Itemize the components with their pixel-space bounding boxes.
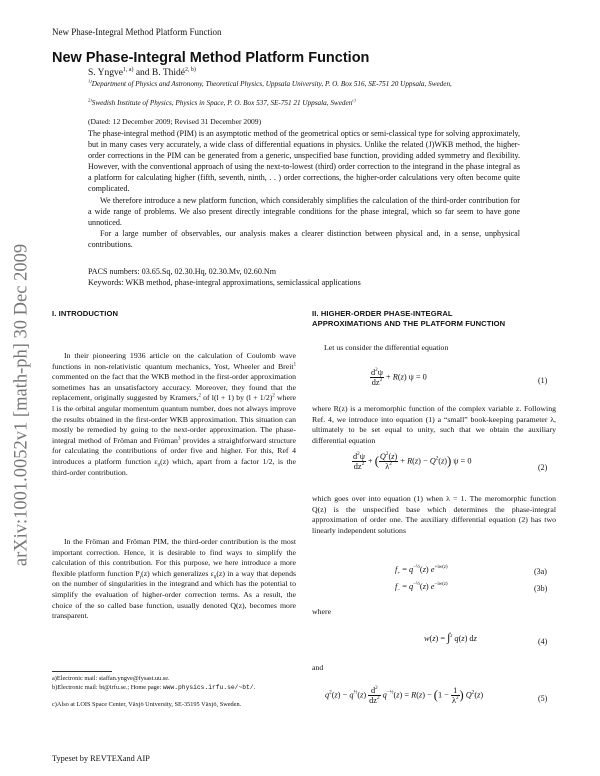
pacs-numbers: PACS numbers: 03.65.Sq, 02.30.Hq, 02.30.Mv, 02.60.Nm — [88, 267, 277, 276]
author-and: and B. Thidé — [133, 68, 186, 78]
equation-3a-number: (3a) — [534, 567, 547, 576]
equation-4: w(z) = ∫$^z$ q(z) dz — [424, 631, 477, 644]
affiliation-1-marker: 1) — [88, 78, 92, 84]
abstract — [88, 128, 520, 250]
affiliation-2 — [88, 99, 518, 109]
affiliation-2-text: Swedish Institute of Physics, Physics in Space, P. O. Box 537, SE-751 21 Uppsala, Sweden — [91, 99, 353, 107]
section-2-intro: Let us consider the differential equation — [324, 343, 449, 352]
running-head: New Phase-Integral Method Platform Function — [52, 27, 222, 37]
equation-5: $q^2(z) - q^{\frac{1}{2}}(z)$ $\frac{d^2}{dz^2}$ $q^{-\frac{1}{2}}(z) = R(z) - (1$ − $\frac{1}{\lambda^2}$ ) $Q^2(z)$ — [325, 685, 484, 705]
section-1-para-1: In their pioneering 1936 article on the calculation of Coulomb wave functions in non-relativistic quantum mechanics, Yost, Wheeler and Breit$^1$ commented on the fact that the WKB method in the first-order approximation sometimes has an unsatisfactory accuracy. Moreover, they found that the replacement, originally suggested by Kramers,$^2$ of l(l + 1) by $(l + 1/2)^2$ where l is the orbital angular momentum quantum number, does not always improve the results obtained in the first-order WKB approximation. This situation can mostly be remedied by going to the next-order approximation. The phase-integral method of Fröman and Fröman$^3$ provides a straightforward structure for calculating the contributions of order five and higher. For this, Ref 4 introduces a platform function $\varepsilon_0(z)$ which, apart from a factor 1/2, is the third-order contribution. — [52, 351, 297, 477]
paper-title: New Phase-Integral Method Platform Function — [52, 50, 370, 66]
footnote-a: a)Electronic mail: staffan.yngve@fysast.uu.se. — [52, 675, 170, 682]
footnote-rule — [52, 671, 112, 672]
author-1-marker: 1, a) — [123, 66, 134, 73]
affiliation-1-text: Department of Physics and Astronomy, Theoretical Physics, Uppsala University, P. O. Box 516, SE-751 20 Uppsala, Sweden, — [91, 80, 452, 88]
equation-1-number: (1) — [538, 376, 548, 385]
abstract-p3: For a large number of observables, our analysis makes a clearer distinction between physical and, in a sense, unphysical contributions. — [88, 228, 520, 249]
equation-3a: $f_+ = q^{-\frac{1}{2}}(z)$ $e^{+iw(z)}$ — [395, 564, 448, 577]
equation-1: $\frac{d^2\psi}{dz^2}$ + R(z) ψ = 0 — [371, 367, 427, 387]
equation-2: $\frac{d^2\psi}{dz^2}$ + ( $\frac{Q^2(z)}{\lambda^2}$ + $R(z) - Q^2(z)$) ψ = 0 — [353, 451, 472, 471]
author-2-marker: 2, b) — [185, 66, 196, 73]
and-label: and — [312, 663, 324, 672]
pacs-block — [88, 266, 361, 288]
footnote-c: c)Also at LOIS Space Center, Växjö University, SE-35195 Växjö, Sweden. — [52, 701, 242, 708]
equation-2-number: (2) — [538, 463, 548, 472]
affiliation-2-marker: 2) — [88, 97, 92, 103]
arxiv-id: arXiv:1001.0052v1 [math-ph] 30 Dec 2009 — [11, 243, 32, 567]
section-2-heading: II. HIGHER-ORDER PHASE-INTEGRAL APPROXIMATIONS AND THE PLATFORM FUNCTION — [312, 309, 506, 328]
section-2-para-2: which goes over into equation (1) when λ = 1. The meromorphic function Q(z) is the unspecified base which determines the phase-integral approximation of order one. The auxiliary differential equation (2) has two linearly independent solutions — [312, 494, 556, 535]
equation-3b-number: (3b) — [534, 584, 548, 593]
equation-5-number: (5) — [538, 694, 548, 703]
equation-4-number: (4) — [538, 637, 548, 646]
typeset-line: Typeset by REVTEXand AIP — [52, 754, 150, 763]
keywords: Keywords: WKB method, phase-integral approximations, semiclassical applications — [88, 278, 361, 288]
footnote-b: b)Electronic mail: bt@irfu.se.; Home page: www.physics.irfu.se/~bt/. — [52, 684, 256, 691]
section-2-para-1: where R(z) is a meromorphic function of the complex variable z. Following Ref. 4, we introduce into equation (1) a “small” book-keeping parameter λ, ultimately to be set equal to unity, such that we obtain the auxiliary differential equation — [312, 404, 556, 445]
homepage-link[interactable]: www.physics.irfu.se/~bt/ — [162, 684, 254, 691]
where-label: where — [312, 607, 332, 616]
authors — [88, 68, 196, 78]
abstract-p2: We therefore introduce a new platform function, which considerably simplifies the calculation of the third-order contribution for a wide range of problems. We also present directly integrable conditions for the phase integral, which so far seem to have gone unnoticed. — [88, 195, 520, 227]
dates: (Dated: 12 December 2009; Revised 31 December 2009) — [88, 117, 262, 126]
affiliation-1 — [88, 80, 518, 90]
author-1: S. Yngve — [88, 68, 124, 78]
abstract-p1: The phase-integral method (PIM) is an asymptotic method of the geometrical optics or semi-classical type for solving approximately, but in many cases very accurately, a wide class of differential equations in physics. Unlike the related (J)WKB method, the higher-order corrections in the PIM can be generated from a generic, unspecified base function, providing added symmetry and flexibility. However, with the conventional approach of using the next-to-lowest (third) order correction to the integrand in the phase integral as a platform for calculating higher (fifth, seventh, ninth, . . ) order corrections, the higher-order calculations very often become quite complicated. — [88, 129, 520, 194]
affiliation-2-sup: c) — [352, 97, 356, 103]
section-1-para-2: In the Fröman and Fröman PIM, the third-order contribution is the most important correction. Hence, it is desirable to find ways to simplify the calculation of this contribution. For this purpose, we here introduce a more flexible platform function $P_t(z)$ which generalizes $\varepsilon_0(z)$ in a way that depends on the number of singularities in the integrand and which has the potential to simplify the evaluation of higher-order correction terms. As a result, the choice of the so called base function, usually denoted Q(z), becomes more transparent. — [52, 537, 297, 621]
equation-3b: $f_- = q^{-\frac{1}{2}}(z)$ $e^{-iw(z)}$ — [395, 581, 448, 594]
section-1-heading: I. INTRODUCTION — [52, 309, 119, 318]
